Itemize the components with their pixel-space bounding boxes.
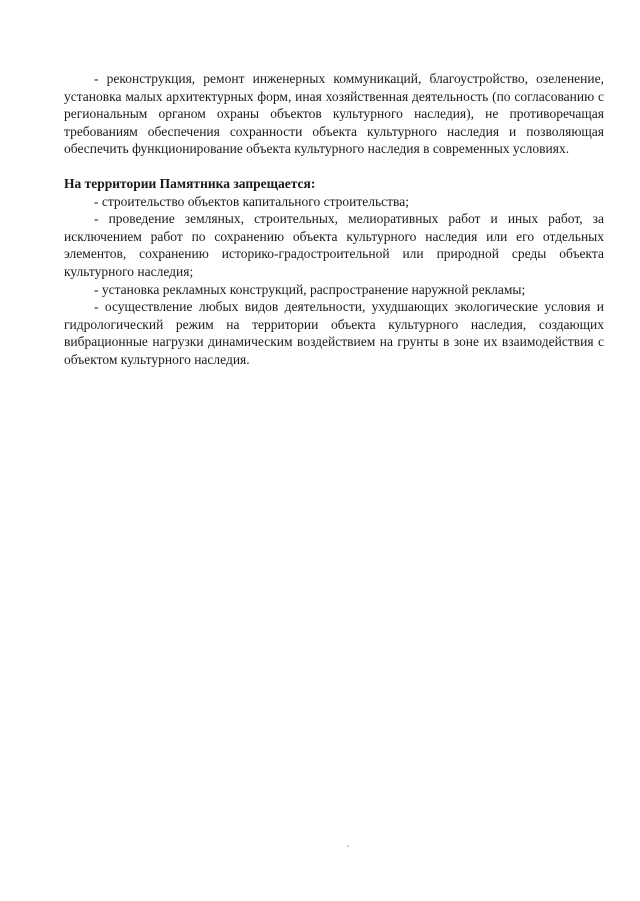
prohibited-item-ecology: - осуществление любых видов деятельности, ухудшающих экологические условия и гидрологический режим на территории объекта культурного наследия, создающих вибрационные нагрузки динамическим воздействием на грунты в зоне их взаимодействия с объектом культурного наследия. [64,299,604,367]
document-page [64,70,604,369]
prohibited-item-earthworks: - проведение земляных, строительных, мелиоративных работ и иных работ, за исключением работ по сохранению объекта культурного наследия или его отдельных элементов, сохранению историко-градостроительной или природной среды объекта культурного наследия; [64,211,604,279]
scan-speck [347,845,349,847]
prohibited-heading: На территории Памятника запрещается: [64,175,316,191]
prohibited-item-advertising: - установка рекламных конструкций, распространение наружной рекламы; [94,281,526,297]
prohibited-item-construction: - строительство объектов капитального строительства; [94,193,409,209]
intro-paragraph: - реконструкция, ремонт инженерных коммуникаций, благоустройство, озеленение, установка малых архитектурных форм, иная хозяйственная деятельность (по согласованию с региональным органом охраны объектов культурного наследия), не противоречащая требованиям обеспечения сохранности объекта культурного наследия и позволяющая обеспечить функционирование объекта культурного наследия в современных условиях. [64,71,604,157]
